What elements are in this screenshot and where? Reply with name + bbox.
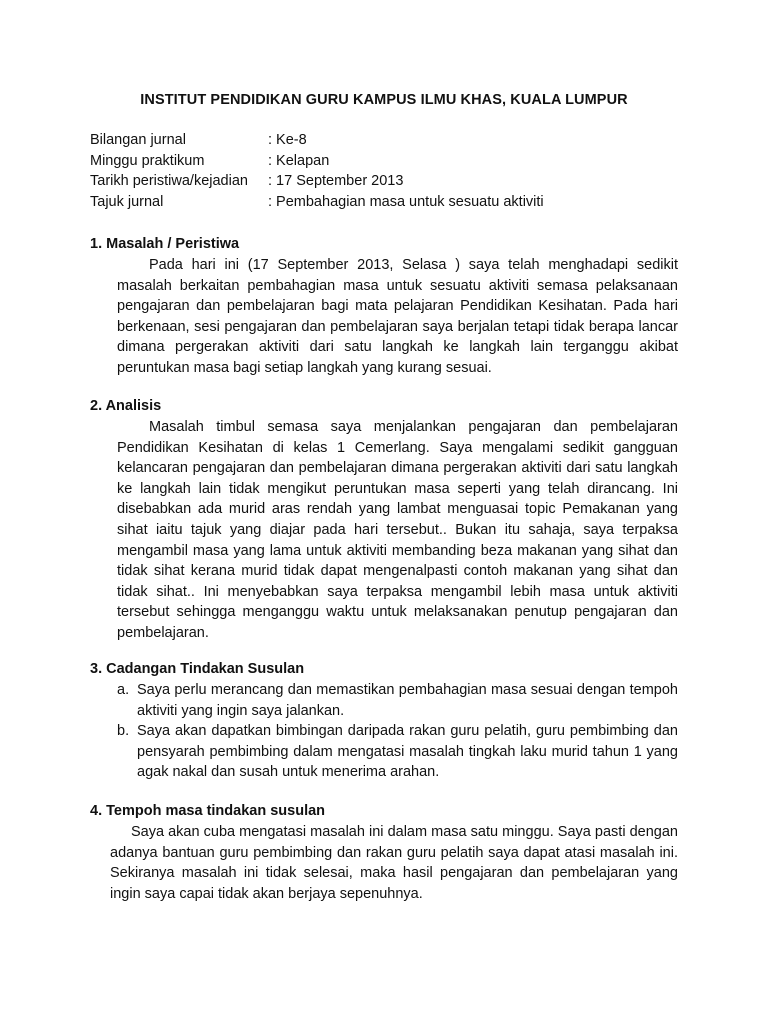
section-paragraph: Masalah timbul semasa saya menjalankan pengajaran dan pembelajaran Pendidikan Kesihatan di kelas 1 Cemerlang. Saya mengalami sedikit gangguan kelancaran pengajaran dan pembelajaran dimana pergerakan aktiviti dari satu langkah ke langkah lain tidak mengikut peruntukan masa seperti yang telah dirancang. Ini disebabkan ada murid aras rendah yang lambat menguasai topic Pemakanan yang sihat iaitu tajuk yang diajar pada hari tersebut.. Bukan itu sahaja, saya terpaksa mengambil masa yang lama untuk aktiviti membanding beza makanan yang sihat dan tidak sihat kerana murid tidak dapat mengenalpasti contoh makanan yang sihat dan tidak sihat.. Ini menyebabkan saya terpaksa mengambil lebih masa untuk aktiviti tersebut sehingga menganggu waktu untuk melaksanakan penutup pengajaran dan pembelajaran. (117, 419, 678, 641)
journal-meta (90, 130, 690, 212)
meta-row-tajuk (90, 192, 690, 213)
section-heading: 3. Cadangan Tindakan Susulan (90, 661, 305, 677)
document-title: INSTITUT PENDIDIKAN GURU KAMPUS ILMU KHAS, KUALA LUMPUR (140, 92, 628, 108)
list-item (117, 721, 678, 783)
meta-label: Minggu praktikum (90, 152, 205, 169)
section-heading: 1. Masalah / Peristiwa (90, 236, 240, 252)
list-item (117, 680, 678, 721)
meta-label: Bilangan jurnal (90, 132, 186, 148)
meta-label: Tajuk jurnal (90, 193, 164, 210)
list-marker: a. (117, 682, 130, 698)
section-masalah (90, 234, 680, 379)
meta-row-bilangan (90, 130, 690, 151)
meta-row-tarikh (90, 171, 690, 192)
section-analisis (90, 396, 680, 644)
section-paragraph: Saya akan cuba mengatasi masalah ini dalam masa satu minggu. Saya pasti dengan adanya bantuan guru pembimbing dan rakan guru pelatih saya dapat atasi masalah ini. Sekiranya masalah ini tidak selesai, maka hasil pengajaran dan pembelajaran yang ingin saya capai tidak akan berjaya sepenuhnya. (110, 824, 678, 902)
section-paragraph: Pada hari ini (17 September 2013, Selasa ) saya telah menghadapi sedikit masalah berkaitan pembahagian masa untuk sesuatu aktiviti semasa pelaksanaan pengajaran dan pembelajaran bagi mata pelajaran Pendidikan Kesihatan. Pada hari berkenaan, sesi pengajaran dan pembelajaran saya berjalan tetapi tidak berapa lancar dimana pergerakan aktiviti dari satu langkah ke langkah lain terganggu akibat peruntukan masa bagi setiap langkah yang kurang sesuai. (117, 257, 678, 376)
list-text: Saya akan dapatkan bimbingan daripada rakan guru pelatih, guru pembimbing dan pensyarah pembimbing dalam mengatasi masalah tingkah laku murid tahun 1 yang agak nakal dan susah untuk menerima arahan. (137, 723, 678, 781)
meta-label: Tarikh peristiwa/kejadian (90, 173, 248, 189)
section-tempoh (90, 801, 680, 904)
list-marker: b. (117, 723, 130, 740)
meta-value: : Pembahagian masa untuk sesuatu aktiviti (268, 193, 544, 210)
list-text: Saya perlu merancang dan memastikan pembahagian masa sesuai dengan tempoh aktiviti yang ingin saya jalankan. (137, 682, 678, 719)
section-heading: 2. Analisis (90, 398, 162, 414)
meta-value: : Kelapan (268, 152, 330, 169)
section-cadangan (90, 659, 680, 783)
section-heading: 4. Tempoh masa tindakan susulan (90, 803, 326, 819)
meta-row-minggu (90, 151, 690, 172)
meta-value: : Ke-8 (268, 132, 307, 148)
meta-value: : 17 September 2013 (268, 173, 404, 189)
